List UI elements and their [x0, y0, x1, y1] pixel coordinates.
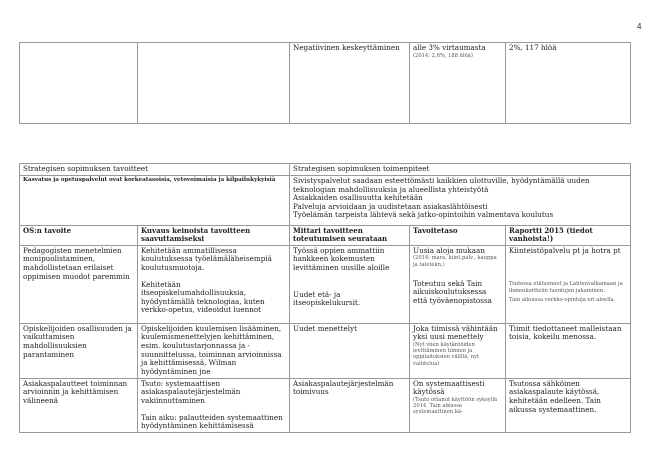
table-row: [20, 323, 631, 378]
measures-cell: [290, 176, 631, 226]
measure-item: Työelämän tarpeista lähtevä sekä jatko-opintoihin valmentava koulutus: [293, 210, 554, 220]
measure-item: Palveluja arvioidaan ja uudistetaan asiakaslähtöisesti: [293, 201, 488, 211]
measures-header: Strategisen sopimuksen toimenpiteet: [290, 164, 631, 176]
means-text: Opiskelijoiden kuulemisen lisääminen, kuulemismenettelyjen kehittäminen, esim. koulutustarjonnassa ja -suunnittelussa, toiminnan arvioinnissa ja kehittämisessä, Wilman hyödyntäminen jne: [141, 323, 282, 376]
target-note: (2014: mara, kiint.palv., kauppa ja talotekn.): [413, 255, 497, 268]
metric-text: Työssä oppien ammattiin hankkeen kokemusten levittäminen uusille aloille: [293, 245, 390, 272]
means-text: Kehitetään itseopiskelumahdollisuuksia, hyödyntämällä teknologiaa, kuten verkko-opetus, videoidut luennot: [141, 279, 265, 315]
row-target: [410, 245, 506, 323]
row-means: [138, 378, 290, 432]
target-text: Uusia aloja mukaan: [413, 245, 485, 255]
goals-header: Strategisen sopimuksen tavoitteet: [20, 164, 290, 176]
page-number: 4: [637, 22, 642, 31]
target-text: Joka tiimissä vähintään yksi uusi menettely: [413, 323, 498, 342]
report-text: Kiinteistöpalvelu pt ja hotra pt: [509, 245, 621, 255]
row-goal: Opiskelijoiden osallisuuden ja vaikuttamisen mahdollisuuksien parantaminen: [20, 323, 138, 378]
col-header-target: Tavoitetaso: [410, 226, 506, 246]
col-header-goal: OS:n tavoite: [20, 226, 138, 246]
target-text: On systemaattisesti käytössä: [413, 378, 485, 397]
row-metric: [290, 245, 410, 323]
row-means: [138, 245, 290, 323]
col-header-report: Raportti 2015 (tiedot vanhoista!): [506, 226, 631, 246]
target-note: (Nyt viien käytäntöiden levittäminen tiimien ja oppilaitoksien välillä, nyt vaihtelua): [413, 342, 479, 367]
top-indicator-cell: [290, 43, 410, 124]
row-report: [506, 245, 631, 323]
target-text: Toteutuu sekä Tain aikuiskoulutuksessa että työväenopistossa: [413, 278, 492, 305]
row-report: [506, 378, 631, 432]
report-note: Tain aikuissa verkko-opintoja eri aloella.: [509, 296, 616, 303]
metric-text: Uudet menettelyt: [293, 323, 357, 333]
measure-item: Asiakkaiden osallisuutta kehitetään: [293, 193, 423, 203]
strategy-table: [19, 163, 631, 433]
top-target-cell: [410, 43, 506, 124]
means-text: Tain aiku: palautteiden systemaattinen hyödyntäminen kehittämisessä: [141, 412, 283, 431]
report-note: Tsutossa etäluennot ja Lahtenvalkamaan ja ihmenkortteiin luentojen jakaminen.: [509, 281, 623, 294]
row-target: [410, 323, 506, 378]
top-result: 2%, 117 hlöä: [509, 43, 557, 52]
top-empty-cell-1: [20, 43, 138, 124]
top-table: [19, 42, 631, 124]
col-header-means: Kuvaus keinoista tavoitteen saavuttamiseksi: [138, 226, 290, 246]
top-empty-cell-2: [138, 43, 290, 124]
top-result-cell: [506, 43, 631, 124]
row-metric: [290, 378, 410, 432]
top-target-note: (2014: 2,8%, 188 hlöä): [413, 52, 473, 59]
target-note: (Tsuto ottanut käyttöön syksyllä 2014, Tain aikussa systemaattinen kä-: [413, 397, 498, 416]
top-indicator: Negatiivinen keskeyttäminen: [293, 43, 400, 52]
goal-statement: Kasvatus ja opetuspalvelut ovat korkeatasoisia, vetovoimaisia ja kilpailukykyisiä: [20, 176, 290, 226]
top-target: alle 3% virtaumasta: [413, 43, 486, 52]
row-metric: [290, 323, 410, 378]
means-text: Kehitetään ammatillisessa koulutuksessa työelämäläheisempiä koulutusmuotoja.: [141, 245, 272, 272]
measure-item: Sivistyspalvelut saadaan esteettömästi kaikkien ulottuville, hyödyntämällä uuden teknologian mahdollisuuksia ja alueellista yhteistyötä: [293, 176, 590, 194]
metric-text: Uudet etä- ja itseopiskelukursit.: [293, 289, 361, 308]
table-row: [20, 378, 631, 432]
means-text: Tsuto: systemaattisen asiakaspalautejärjestelmän vakiinnuttaminen: [141, 378, 241, 405]
row-goal: Pedagogisten menetelmien monipuolistaminen, mahdollistetaan erilaiset oppimisen muodot paremmin: [20, 245, 138, 323]
row-means: [138, 323, 290, 378]
row-goal: Asiakaspalautteet toiminnan arvioinnin ja kehittämisen välineenä: [20, 378, 138, 432]
table-row: [20, 245, 631, 323]
report-text: Tsutossa sähköinen asiakaspalaute käytössä, kehitetään edelleen. Tain aikussa systemaattinen.: [509, 378, 601, 414]
report-text: Tiimit tiedottaneet malleistaan toisia, kokeilu menossa.: [509, 323, 622, 342]
col-header-metric: Mittari tavoitteen toteutumisen seurataan: [290, 226, 410, 246]
row-target: [410, 378, 506, 432]
metric-text: Asiakaspalautejärjestelmän toimivuus: [293, 378, 394, 397]
row-report: [506, 323, 631, 378]
